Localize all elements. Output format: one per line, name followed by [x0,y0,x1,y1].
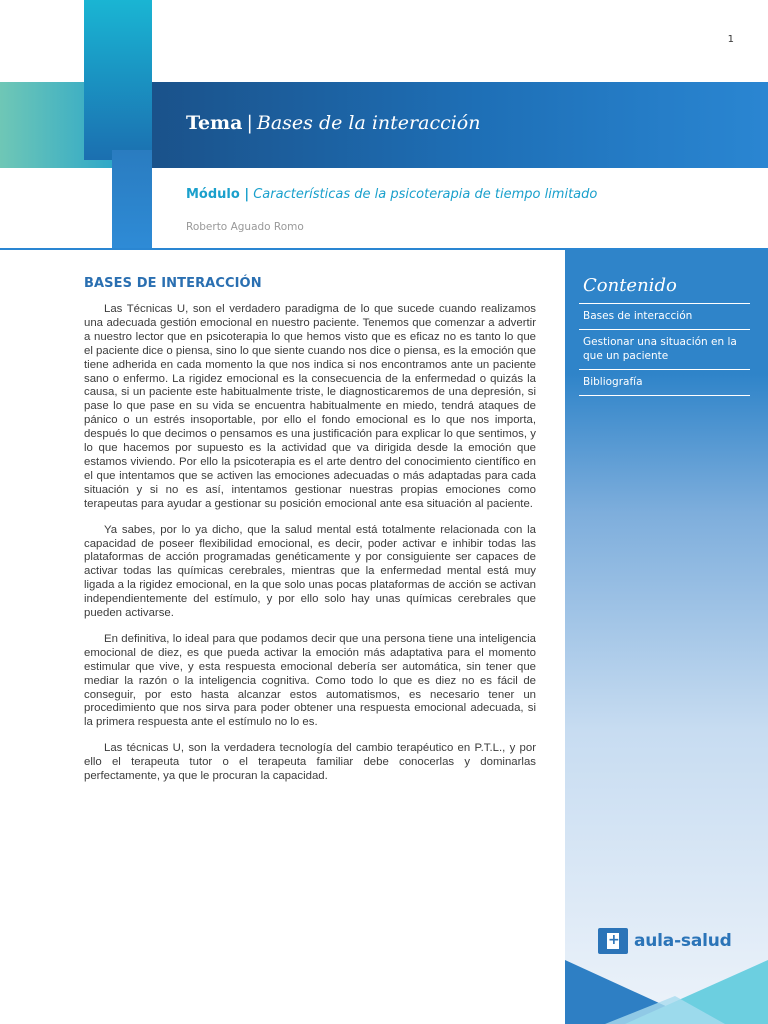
author-name: Roberto Aguado Romo [186,221,304,233]
sidebar [565,250,768,1024]
header-decoration-top [84,0,152,160]
section-heading: BASES DE INTERACCIÓN [84,276,262,291]
toc-item-bases[interactable]: Bases de interacción [579,303,750,329]
table-of-contents [579,303,750,396]
toc-item-bibliografia[interactable]: Bibliografía [579,369,750,396]
header-decoration-bottom [112,150,152,248]
paragraph: Ya sabes, por lo ya dicho, que la salud mental está totalmente relacionada con la capacidad de poseer flexibilidad emocional, es decir, poder activar e inhibir todas las plataformas de acción programadas genéticamente y por consiguiente ser capaces de activar todas las químicas cerebrales, mientras que la enfermedad mental está muy ligada a la rigidez emocional, en la que solo unas pocas plataformas de acción se activan independientemente del estímulo, y por ello solo hay unas químicas cerebrales que pueden activarse. [84,523,536,620]
sidebar-title: Contenido [583,275,677,296]
paragraph: Las técnicas U, son la verdadera tecnología del cambio terapéutico en P.T.L., y por ello el terapeuta tutor o el terapeuta familiar debe conocerlas y dominarlas perfectamente, ya que le procuran la capacidad. [84,742,536,783]
logo-text: aula-salud [634,931,732,951]
page-title [186,112,480,134]
aula-salud-logo [598,928,732,954]
title-separator: | [246,112,253,134]
tema-label: Tema [186,112,243,134]
page-number: 1 [727,34,734,45]
body-text [84,303,536,796]
paragraph: Las Técnicas U, son el verdadero paradigma de lo que sucede cuando realizamos una adecuada gestión emocional en nuestro paciente. Tenemos que comenzar a advertir a nuestro lector que en psicoterapia lo que hemos visto que es eficaz no es tanto lo que el paciente dice o piensa, sino lo que siente cuando nos dice o piensa, es la emoción que tiene adherida en cada momento la que nos indica si nos encontramos ante un paciente sano o enfermo. La rigidez emocional es la consecuencia de la enfermedad o quizás la causa, si un paciente este habitualmente triste, le diagnosticaremos de una depresión, si pase lo que pase en su vida se encuentra habitualmente en miedo, tendrá ataques de pánico o un estrés insoportable, por ello el fondo emocional es lo que nos importa, después lo que decimos o pensamos es una justificación para explicar lo que sentimos, y lo que hacemos por supuesto es la actividad que va dirigida desde la emoción que estamos viviendo. Por ello la psicoterapia es el arte dentro del conocimiento científico en el que intentamos que se activen las emociones adecuadas o más adaptadas para cada situación y si no es así, intentamos gestionar nuestras propias emociones como terapeutas para ayudar a gestionar su posición emocional ante esa situación al paciente. [84,303,536,510]
paragraph: En definitiva, lo ideal para que podamos decir que una persona tiene una inteligencia emocional de diez, es que pueda activar la emoción más adaptativa para el momento estimular que vive, y esta respuesta emocional debería ser automática, sin tener que mediar la razón o la inteligencia cognitiva. Como todo lo que es diez no es fácil de conseguir, por esto hasta alcanzar estos automatismos, es necesario tener un procedimiento que nos sirva para poder obtener una respuesta emocional adecuada, si la primera respuesta ante el estímulo no lo es. [84,632,536,729]
module-line [186,187,597,202]
module-label: Módulo | [186,187,250,202]
logo-book-icon [598,928,628,954]
module-title: Características de la psicoterapia de tiempo limitado [253,187,598,202]
toc-item-gestionar[interactable]: Gestionar una situación en la que un paciente [579,329,750,369]
topic-title: Bases de la interacción [256,112,481,134]
corner-decoration [565,956,768,1024]
